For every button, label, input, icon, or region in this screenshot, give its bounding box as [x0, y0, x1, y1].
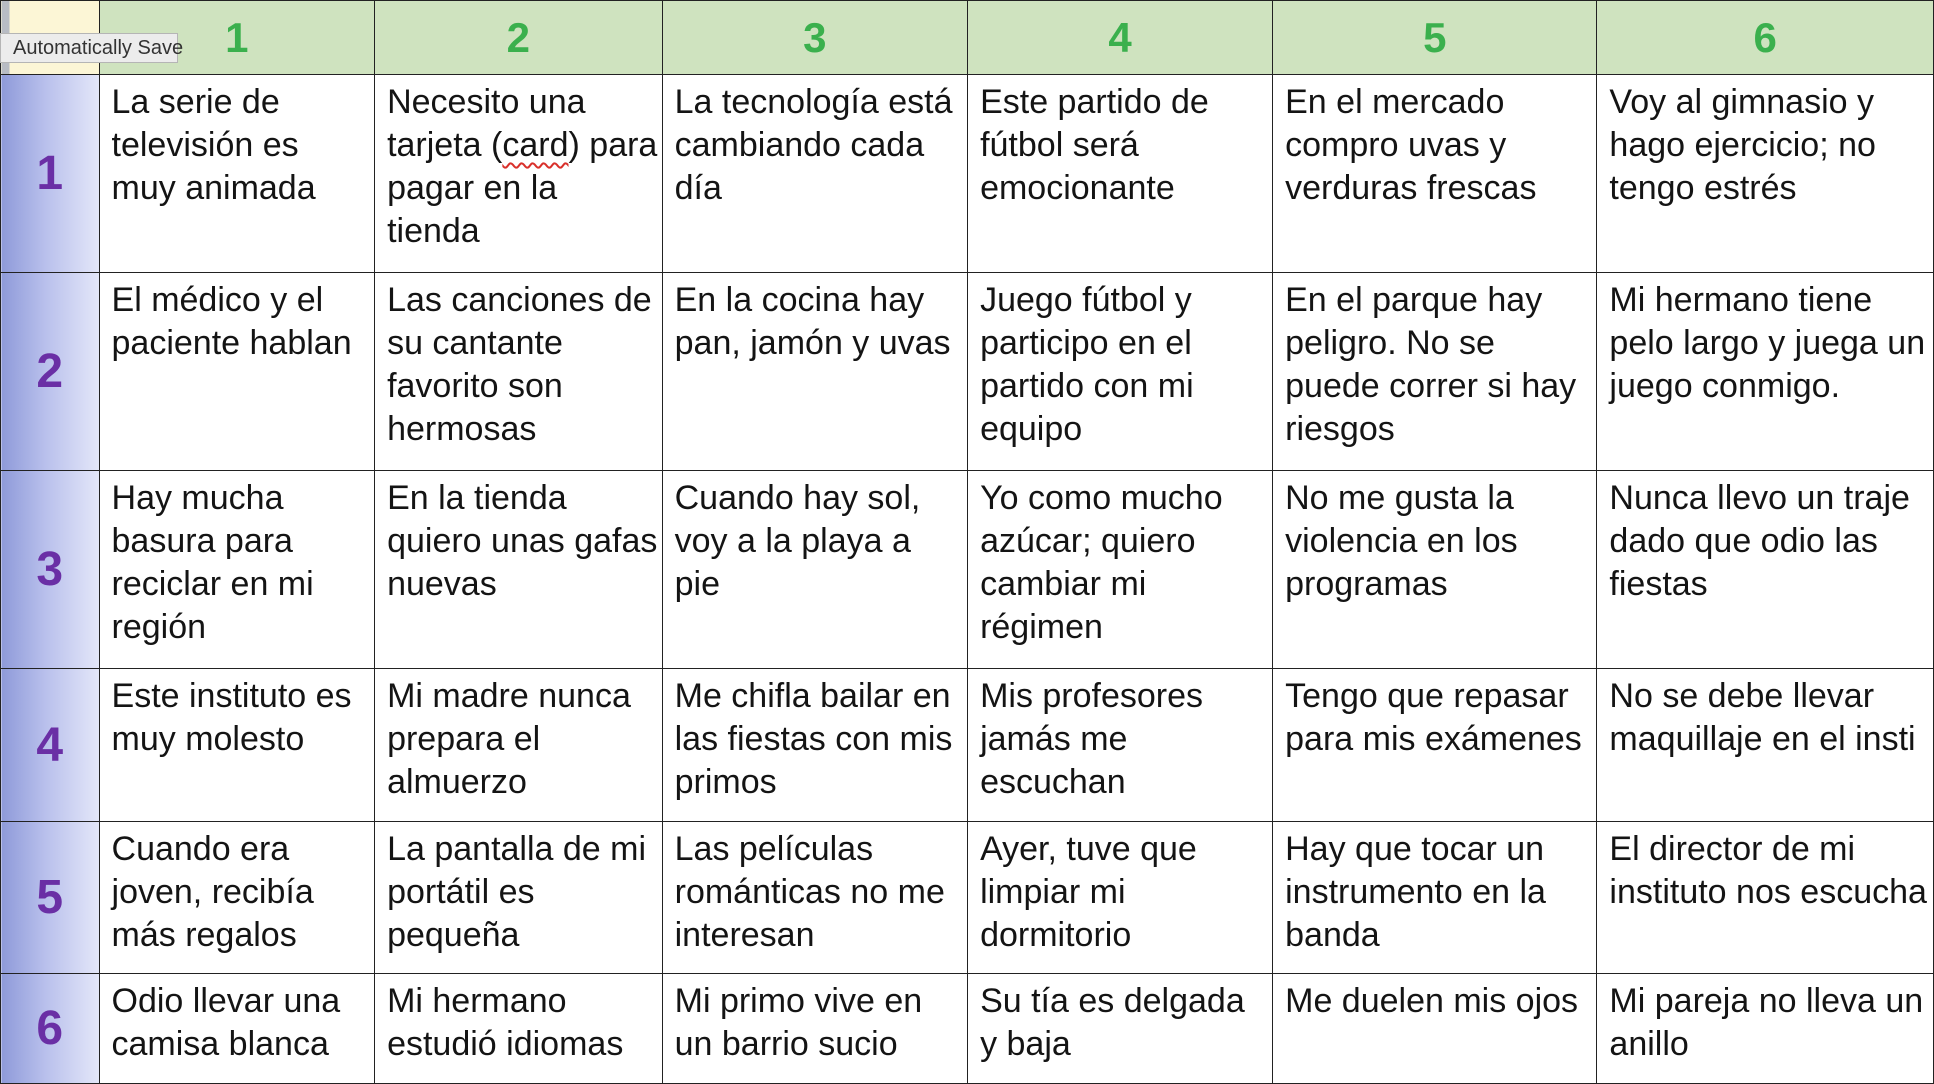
grid-cell[interactable]: Voy al gimnasio y hago ejercicio; no tengo estrés [1597, 75, 1934, 273]
grid-cell[interactable]: No me gusta la violencia en los programas [1273, 471, 1597, 669]
grid-cell[interactable]: Ayer, tuve que limpiar mi dormitorio [968, 822, 1273, 974]
grid-cell[interactable]: Mi hermano tiene pelo largo y juega un juego conmigo. [1597, 273, 1934, 471]
column-header-row [1, 1, 1934, 75]
column-header[interactable]: 4 [968, 1, 1273, 75]
spellcheck-word: card [502, 126, 569, 164]
grid-cell[interactable]: El director de mi instituto nos escucha [1597, 822, 1934, 974]
grid-cell[interactable]: En el mercado compro uvas y verduras frescas [1273, 75, 1597, 273]
grid-cell[interactable]: Yo como mucho azúcar; quiero cambiar mi régimen [968, 471, 1273, 669]
grid-cell[interactable]: El médico y el paciente hablan [99, 273, 375, 471]
row-header[interactable]: 5 [1, 822, 100, 974]
column-header[interactable]: 5 [1273, 1, 1597, 75]
grid-cell[interactable]: Necesito una tarjeta (card) para pagar en la tienda [375, 75, 663, 273]
grid-cell[interactable]: Me chifla bailar en las fiestas con mis primos [662, 669, 967, 822]
grid-cell[interactable]: Nunca llevo un traje dado que odio las fiestas [1597, 471, 1934, 669]
grid-cell[interactable]: En la tienda quiero unas gafas nuevas [375, 471, 663, 669]
table-row [1, 669, 1934, 822]
grid-cell[interactable]: No se debe llevar maquillaje en el insti [1597, 669, 1934, 822]
grid-cell[interactable]: La pantalla de mi portátil es pequeña [375, 822, 663, 974]
column-header[interactable]: 6 [1597, 1, 1934, 75]
autosave-tooltip: Automatically Save [0, 33, 178, 63]
row-header[interactable]: 1 [1, 75, 100, 273]
table-row [1, 471, 1934, 669]
table-row [1, 974, 1934, 1084]
grid-cell[interactable]: Me duelen mis ojos [1273, 974, 1597, 1084]
grid-cell[interactable]: Mis profesores jamás me escuchan [968, 669, 1273, 822]
row-header[interactable]: 2 [1, 273, 100, 471]
column-header[interactable]: 2 [375, 1, 663, 75]
grid-cell[interactable]: En el parque hay peligro. No se puede correr si hay riesgos [1273, 273, 1597, 471]
grid-cell[interactable]: Mi primo vive en un barrio sucio [662, 974, 967, 1084]
grid-cell[interactable]: En la cocina hay pan, jamón y uvas [662, 273, 967, 471]
cell-text: Necesito una tarjeta [387, 83, 586, 164]
table-row [1, 273, 1934, 471]
table-row [1, 822, 1934, 974]
grid-cell[interactable]: Hay que tocar un instrumento en la banda [1273, 822, 1597, 974]
grid-cell[interactable]: Mi hermano estudió idiomas [375, 974, 663, 1084]
grid-cell[interactable]: La serie de televisión es muy animada [99, 75, 375, 273]
row-header[interactable]: 6 [1, 974, 100, 1084]
grid-cell[interactable]: Cuando hay sol, voy a la playa a pie [662, 471, 967, 669]
grid-cell[interactable]: Hay mucha basura para reciclar en mi región [99, 471, 375, 669]
column-header[interactable]: 3 [662, 1, 967, 75]
grid-cell[interactable]: Este instituto es muy molesto [99, 669, 375, 822]
grid-cell[interactable]: Este partido de fútbol será emocionante [968, 75, 1273, 273]
row-header[interactable]: 4 [1, 669, 100, 822]
grid-cell[interactable]: Cuando era joven, recibía más regalos [99, 822, 375, 974]
grid-cell[interactable]: Mi pareja no lleva un anillo [1597, 974, 1934, 1084]
table-row [1, 75, 1934, 273]
grid-cell[interactable]: Mi madre nunca prepara el almuerzo [375, 669, 663, 822]
cell-text: para pagar en la tienda [387, 126, 658, 250]
grid-cell[interactable]: Las películas románticas no me interesan [662, 822, 967, 974]
grid-cell[interactable]: Su tía es delgada y baja [968, 974, 1273, 1084]
grid-cell[interactable]: Juego fútbol y participo en el partido con mi equipo [968, 273, 1273, 471]
grid-cell[interactable]: Odio llevar una camisa blanca [99, 974, 375, 1084]
grid-cell[interactable]: Las canciones de su cantante favorito son hermosas [375, 273, 663, 471]
row-header[interactable]: 3 [1, 471, 100, 669]
column-header[interactable]: 1 [99, 1, 375, 75]
grid-cell[interactable]: La tecnología está cambiando cada día [662, 75, 967, 273]
grid-cell[interactable]: Tengo que repasar para mis exámenes [1273, 669, 1597, 822]
